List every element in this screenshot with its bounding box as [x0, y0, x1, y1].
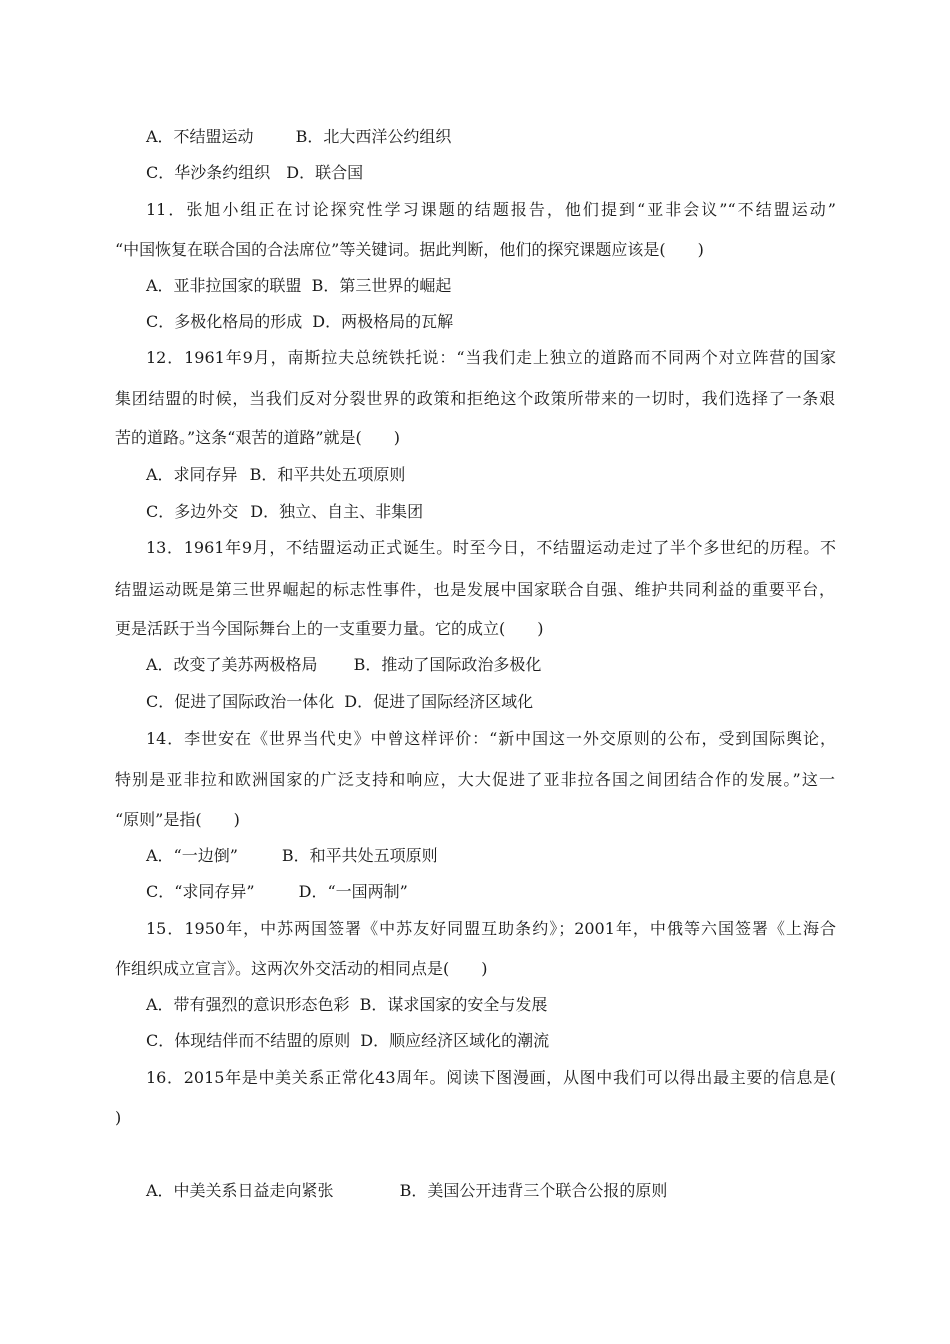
q14-option-a: A．“一边倒”: [146, 846, 238, 865]
q13-stem-line-3: 更是活跃于当今国际舞台上的一支重要力量。它的成立( ): [115, 619, 544, 638]
q15-options-row-2: [146, 1031, 549, 1051]
q14-option-d: D．“一国两制”: [298, 882, 408, 901]
q14-options-row-2: [146, 882, 408, 902]
q14-option-c: C．“求同存异”: [146, 882, 255, 901]
q12-stem-line-1: 12．1961年9月，南斯拉夫总统铁托说：“当我们走上独立的道路而不同两个对立阵营的国家: [146, 348, 836, 367]
q13-option-c: C．促进了国际政治一体化: [146, 692, 335, 711]
q15-stem-line-1: 15．1950年，中苏两国签署《中苏友好同盟互助条约》；2001年，中俄等六国签署《上海合: [146, 919, 836, 938]
q13-option-a: A．改变了美苏两极格局: [146, 655, 318, 674]
q10-option-b: B．北大西洋公约组织: [295, 127, 452, 146]
q12-options-row-2: [146, 502, 423, 522]
q16-option-b: B．美国公开违背三个联合公报的原则: [399, 1181, 668, 1200]
q10-option-d: D．联合国: [286, 163, 364, 182]
q12-option-b: B．和平共处五项原则: [249, 465, 406, 484]
q12-stem-line-2: 集团结盟的时候，当我们反对分裂世界的政策和拒绝这个政策所带来的一切时，我们选择了一条艰: [115, 389, 835, 408]
q10-options-row-2: [146, 163, 363, 183]
q11-stem-line-2: “中国恢复在联合国的合法席位”等关键词。据此判断，他们的探究课题应该是( ): [115, 240, 704, 259]
q11-option-d: D．两极格局的瓦解: [312, 312, 454, 331]
q11-options-row-1: [146, 276, 451, 296]
q11-options-row-2: [146, 312, 453, 332]
q13-options-row-2: [146, 692, 533, 712]
q14-option-b: B．和平共处五项原则: [281, 846, 438, 865]
q15-option-b: B．谋求国家的安全与发展: [359, 995, 548, 1014]
q12-stem-line-3: 苦的道路。”这条“艰苦的道路”就是( ): [115, 428, 401, 447]
q13-option-d: D．促进了国际经济区域化: [344, 692, 534, 711]
q14-stem-line-2: 特别是亚非拉和欧洲国家的广泛支持和响应，大大促进了亚非拉各国之间团结合作的发展。”这一: [115, 770, 835, 789]
q14-stem-line-3: “原则”是指( ): [115, 810, 240, 829]
q13-stem-line-1: 13．1961年9月，不结盟运动正式诞生。时至今日，不结盟运动走过了半个多世纪的历程。不: [146, 538, 836, 557]
q14-stem-line-1: 14．李世安在《世界当代史》中曾这样评价：“新中国这一外交原则的公布，受到国际舆论，: [146, 729, 836, 748]
q10-options-row-1: [146, 127, 451, 147]
q11-option-c: C．多极化格局的形成: [146, 312, 303, 331]
q11-option-a: A．亚非拉国家的联盟: [146, 276, 302, 295]
q11-option-b: B．第三世界的崛起: [311, 276, 452, 295]
q15-option-c: C．体现结伴而不结盟的原则: [146, 1031, 351, 1050]
q12-options-row-1: [146, 465, 405, 485]
q11-stem-line-1: 11．张旭小组正在讨论探究性学习课题的结题报告，他们提到“亚非会议”“不结盟运动”: [146, 200, 836, 219]
q15-option-a: A．带有强烈的意识形态色彩: [146, 995, 350, 1014]
q15-options-row-1: [146, 995, 547, 1015]
q16-option-a: A．中美关系日益走向紧张: [146, 1181, 334, 1200]
q10-option-a: A．不结盟运动: [146, 127, 254, 146]
q13-options-row-1: [146, 655, 541, 675]
q13-stem-line-2: 结盟运动既是第三世界崛起的标志性事件，也是发展中国家联合自强、维护共同利益的重要平台，: [115, 580, 835, 599]
q12-option-d: D．独立、自主、非集团: [250, 502, 424, 521]
q16-stem-line-1: 16．2015年是中美关系正常化43周年。阅读下图漫画，从图中我们可以得出最主要的信息是(: [146, 1068, 836, 1087]
q12-option-a: A．求同存异: [146, 465, 238, 484]
q16-stem-line-2: ): [115, 1108, 122, 1127]
q10-option-c: C．华沙条约组织: [146, 163, 271, 182]
q13-option-b: B．推动了国际政治多极化: [353, 655, 542, 674]
q12-option-c: C．多边外交: [146, 502, 239, 521]
q14-options-row-1: [146, 846, 438, 866]
q15-stem-line-2: 作组织成立宣言》。这两次外交活动的相同点是( ): [115, 959, 488, 978]
q15-option-d: D．顺应经济区域化的潮流: [360, 1031, 550, 1050]
q16-options-row-1: [146, 1181, 667, 1201]
